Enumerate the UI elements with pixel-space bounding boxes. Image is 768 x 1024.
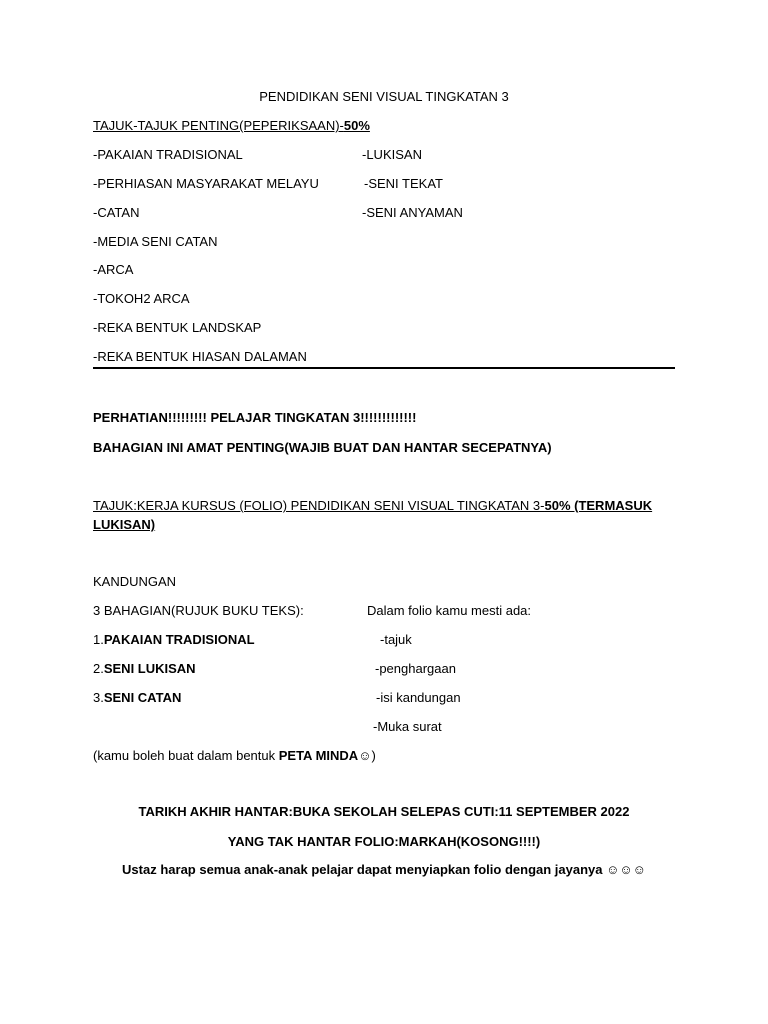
topic-item: -TOKOH2 ARCA <box>93 291 190 306</box>
section-item <box>93 661 196 677</box>
topic-item: -PAKAIAN TRADISIONAL <box>93 147 243 162</box>
topics-heading-text: TAJUK-TAJUK PENTING(PEPERIKSAAN)- <box>93 118 344 133</box>
document-title: PENDIDIKAN SENI VISUAL TINGKATAN 3 <box>259 89 509 104</box>
section-item <box>93 690 181 706</box>
topic-item: -CATAN <box>93 205 140 220</box>
section-item <box>93 632 255 648</box>
topics-heading-percent: 50% <box>343 118 370 133</box>
folio-must-item: -Muka surat <box>373 719 442 734</box>
topic-item: -MEDIA SENI CATAN <box>93 234 218 249</box>
mindmap-note <box>93 748 376 764</box>
folio-must-item: -tajuk <box>380 632 412 647</box>
mindmap-note-prefix: (kamu boleh buat dalam bentuk <box>93 748 279 763</box>
folio-heading-line-2: LUKISAN) <box>93 517 156 532</box>
contents-heading: KANDUNGAN <box>93 574 177 589</box>
section-divider <box>93 367 675 369</box>
closing-text: Ustaz harap semua anak-anak pelajar dapat menyiapkan folio dengan jayanya ☺☺☺ <box>122 862 646 877</box>
topic-item: -ARCA <box>93 262 134 277</box>
folio-must-item: -isi kandungan <box>376 690 461 705</box>
sections-heading: 3 BAHAGIAN(RUJUK BUKU TEKS): <box>93 603 304 618</box>
section-item-label: SENI LUKISAN <box>103 661 196 676</box>
topic-item: -REKA BENTUK HIASAN DALAMAN <box>93 349 307 364</box>
section-item-number: 2. <box>93 661 104 676</box>
notice-line-1: PERHATIAN!!!!!!!!! PELAJAR TINGKATAN 3!!!!!!!!!!!!! <box>93 410 417 425</box>
section-item-label: PAKAIAN TRADISIONAL <box>103 632 255 647</box>
folio-heading-text: TAJUK:KERJA KURSUS (FOLIO) PENDIDIKAN SENI VISUAL TINGKATAN 3- <box>93 498 545 513</box>
mindmap-note-suffix: ) <box>371 748 376 763</box>
notice-line-2: BAHAGIAN INI AMAT PENTING(WAJIB BUAT DAN HANTAR SECEPATNYA) <box>93 440 552 455</box>
topic-item-right: -SENI ANYAMAN <box>362 205 463 220</box>
penalty-text: YANG TAK HANTAR FOLIO:MARKAH(KOSONG!!!!) <box>227 834 541 849</box>
folio-heading <box>93 498 652 514</box>
topic-item: -PERHIASAN MASYARAKAT MELAYU <box>93 176 319 191</box>
folio-heading-bold: 50% (TERMASUK <box>544 498 653 513</box>
folio-must-item: -penghargaan <box>375 661 456 676</box>
folio-must-heading: Dalam folio kamu mesti ada: <box>367 603 532 618</box>
section-item-label: SENI CATAN <box>103 690 182 705</box>
topic-item-right: -SENI TEKAT <box>364 176 443 191</box>
topic-item: -REKA BENTUK LANDSKAP <box>93 320 262 335</box>
topic-item-right: -LUKISAN <box>362 147 422 162</box>
mindmap-note-bold: PETA MINDA <box>278 748 359 763</box>
smiley-icon: ☺ <box>358 748 372 763</box>
deadline-text: TARIKH AKHIR HANTAR:BUKA SEKOLAH SELEPAS CUTI:11 SEPTEMBER 2022 <box>138 804 630 819</box>
section-item-number: 3. <box>93 690 104 705</box>
section-item-number: 1. <box>93 632 104 647</box>
topics-heading <box>93 118 370 134</box>
